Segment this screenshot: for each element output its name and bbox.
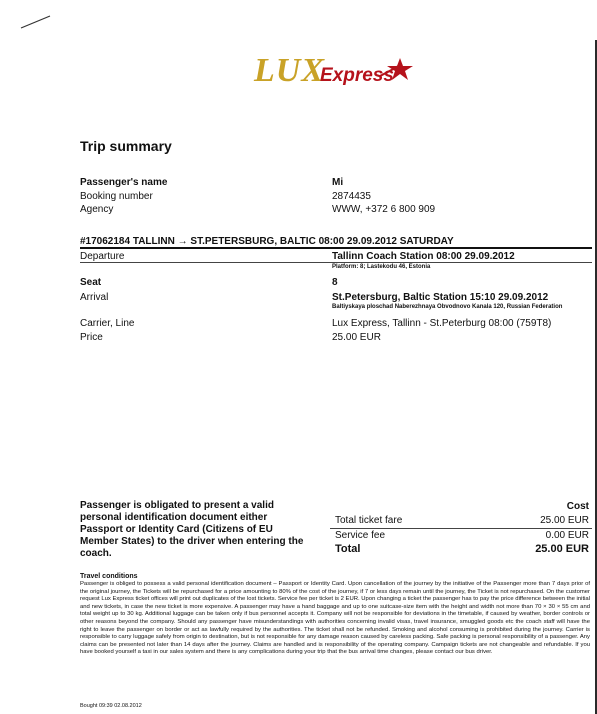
departure-address: Platform: 8; Lastekodu 46, Estonia — [332, 264, 431, 270]
divider-thick — [80, 247, 592, 249]
passenger-name-label: Passenger's name — [80, 177, 168, 188]
price-label: Price — [80, 332, 103, 343]
seat-label: Seat — [80, 277, 102, 288]
pen-stroke-mark — [20, 14, 52, 30]
travel-conditions-text: Passenger is obliged to possess a valid personal identification document – Passport or Identity Card. Upon cancellation of the journey by the initiative of the Passenger more than 7 days prior of the original journey, the Tickets will be repurchased for a price amounting to 80% of the cost of the journey, if 7 or less days remain until the journey, the Ticket is not repurchased. On the customer request Lux Express ticket offices will print out duplicates of the lost tickets. Service fee per ticket is 2 EUR. Upon changing a ticket the passenger has to pay the price difference between the initial and new tickets, in case the new ticket is more expensive. A passenger may have a hand baggage and up to one suitcase-size item with the height and width not more than 70 × 30 × 55 cm and total weight up to 30 kg. Additional luggage can be taken only if bus personnel accepts it. Company will not be responsible for deviations in the timetable, if caused by weather, border controls or other reasons beyond the company. Should any passenger have misunderstandings with authorities concerning invalid visas, travel insurance, smuggled goods etc the coach staff will have the right to leave the passenger on border or act as lawfully required by the authorities. The ticket shall not be refunded. Smoking and alcohol consuming is prohibited during the journey. Carrier is responsible to carry luggage safely from origin to destination, but is not responsible for any damage reason caused by careless packing. Safe packing is personal responsibility of a passenger. Any claims can be presented not later than 14 days after the journey. Claims are handled and is responsibility of the operating company. Campaign tickets are not changeable and refundable. If you have booked yourself a taxi in our sales system and there is any complications during your trip that the bus arrival time changes, please contact our bus driver. — [80, 581, 590, 656]
booking-number-label: Booking number — [80, 191, 153, 202]
trip-header: #17062184 TALLINN → ST.PETERSBURG, BALTIC 08:00 29.09.2012 SATURDAY — [80, 236, 454, 247]
total-value: 25.00 EUR — [535, 543, 589, 555]
divider-thin — [80, 262, 592, 263]
cost-heading: Cost — [566, 501, 589, 512]
seat-value: 8 — [332, 277, 338, 288]
arrival-label: Arrival — [80, 292, 109, 303]
price-value: 25.00 EUR — [332, 332, 381, 343]
cost-row-value: 0.00 EUR — [545, 530, 589, 541]
logo-lux-text: LUX — [254, 52, 325, 89]
page-title: Trip summary — [80, 138, 172, 154]
travel-conditions-title: Travel conditions — [80, 573, 138, 580]
cost-divider — [330, 528, 592, 529]
cost-row-label: Service fee — [335, 530, 386, 541]
cost-row-label: Total ticket fare — [335, 515, 403, 526]
id-document-notice: Passenger is obligated to present a valid personal identification document either Passport or Identity Card (Citizens of EU Member States) to the driver when entering the coach. — [80, 500, 304, 559]
passenger-name-value: Mi — [332, 177, 344, 188]
total-label: Total — [335, 543, 361, 555]
lux-express-logo — [250, 48, 420, 98]
bought-timestamp: Bought 09:39 02.08.2012 — [80, 703, 142, 709]
carrier-label: Carrier, Line — [80, 318, 135, 329]
logo-express-text: Express — [320, 65, 394, 86]
agency-value: WWW, +372 6 800 909 — [332, 204, 436, 215]
booking-number-value: 2874435 — [332, 191, 371, 202]
agency-label: Agency — [80, 204, 114, 215]
arrival-address: Baltiyskaya ploschad Naberezhnaya Obvodnovo Kanala 120, Russian Federation — [332, 304, 563, 310]
arrival-value: St.Petersburg, Baltic Station 15:10 29.09.2012 — [332, 292, 549, 303]
cost-row-value: 25.00 EUR — [540, 515, 589, 526]
star-icon — [380, 56, 414, 82]
carrier-value: Lux Express, Tallinn - St.Peterburg 08:00 (759T8) — [332, 318, 552, 329]
departure-label: Departure — [80, 251, 125, 262]
departure-value: Tallinn Coach Station 08:00 29.09.2012 — [332, 251, 515, 262]
